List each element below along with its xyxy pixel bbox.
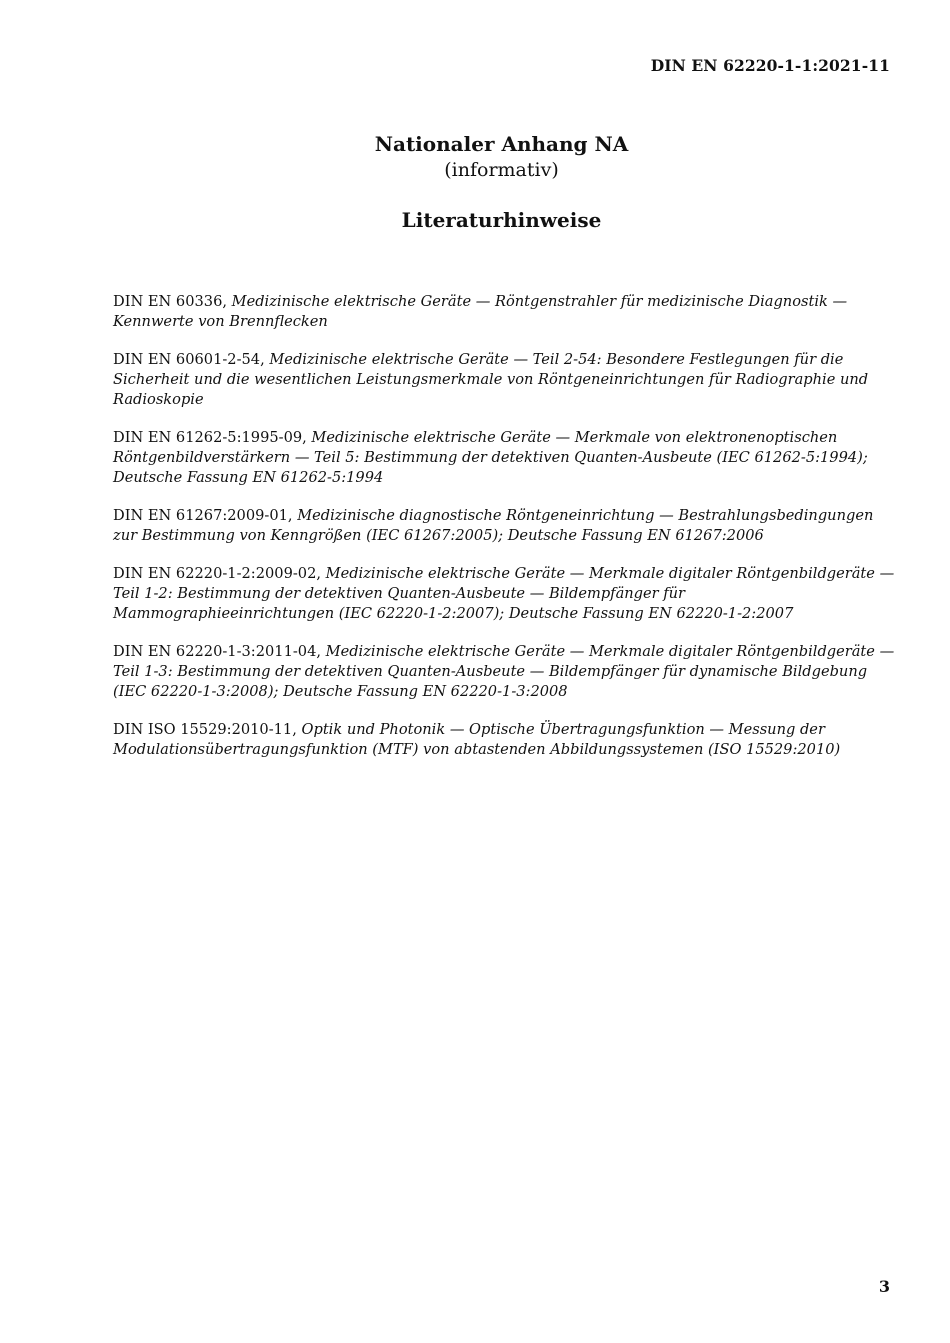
document-id: DIN EN 62220-1-1:2021-11 [650, 56, 890, 75]
reference-title: Medizinische diagnostische Röntgeneinrichtung — Bestrahlungsbedingungen zur Bestimmung von Kenngrößen (IEC 61267:2005); Deutsche Fassung EN 61267:2006 [113, 507, 874, 544]
reference-item [113, 350, 895, 410]
reference-title: Optik und Photonik — Optische Übertragungsfunktion — Messung der Modulationsübertragungsfunktion (MTF) von abtastenden Abbildungssystemen (ISO 15529:2010) [113, 721, 841, 758]
reference-item [113, 642, 895, 702]
reference-title: Medizinische elektrische Geräte — Röntgenstrahler für medizinische Diagnostik — Kennwerte von Brennflecken [113, 293, 848, 330]
reference-title: Medizinische elektrische Geräte — Merkmale von elektronenoptischen Röntgenbildverstärkern — Teil 5: Bestimmung der detektiven Quanten-Ausbeute (IEC 61262-5:1994); Deutsche Fassung EN 61262-5:1994 [113, 429, 868, 486]
reference-item [113, 292, 895, 332]
reference-designation: DIN EN 62220-1-3:2011-04, [113, 643, 321, 660]
reference-designation: DIN EN 62220-1-2:2009-02, [113, 565, 321, 582]
page-number: 3 [878, 1277, 890, 1296]
reference-item [113, 720, 895, 760]
reference-item [113, 428, 895, 488]
reference-title: Medizinische elektrische Geräte — Teil 2-54: Besondere Festlegungen für die Sicherheit und die wesentlichen Leistungsmerkmale von Röntgeneinrichtungen für Radiographie und Radioskopie [113, 351, 869, 408]
reference-designation: DIN EN 61267:2009-01, [113, 507, 293, 524]
reference-designation: DIN EN 60601-2-54, [113, 351, 265, 368]
reference-designation: DIN EN 61262-5:1995-09, [113, 429, 307, 446]
reference-designation: DIN ISO 15529:2010-11, [113, 721, 297, 738]
annex-subtitle: (informativ) [444, 159, 559, 181]
reference-title: Medizinische elektrische Geräte — Merkmale digitaler Röntgenbildgeräte — Teil 1-3: Bestimmung der detektiven Quanten-Ausbeute — Bildempfänger für dynamische Bildgebung (IEC 62220-1-3:2008); Deutsche Fassung EN 62220-1-3:2008 [113, 643, 895, 700]
reference-title: Medizinische elektrische Geräte — Merkmale digitaler Röntgenbildgeräte — Teil 1-2: Bestimmung der detektiven Quanten-Ausbeute — Bildempfänger für Mammographieeinrichtungen (IEC 62220-1-2:2007); Deutsche Fassung EN 62220-1-2:2007 [113, 565, 895, 622]
annex-title: Nationaler Anhang NA [374, 132, 629, 156]
reference-item [113, 506, 895, 546]
reference-designation: DIN EN 60336, [113, 293, 227, 310]
bibliography-heading: Literaturhinweise [401, 208, 602, 232]
reference-list [113, 292, 895, 778]
reference-item [113, 564, 895, 624]
